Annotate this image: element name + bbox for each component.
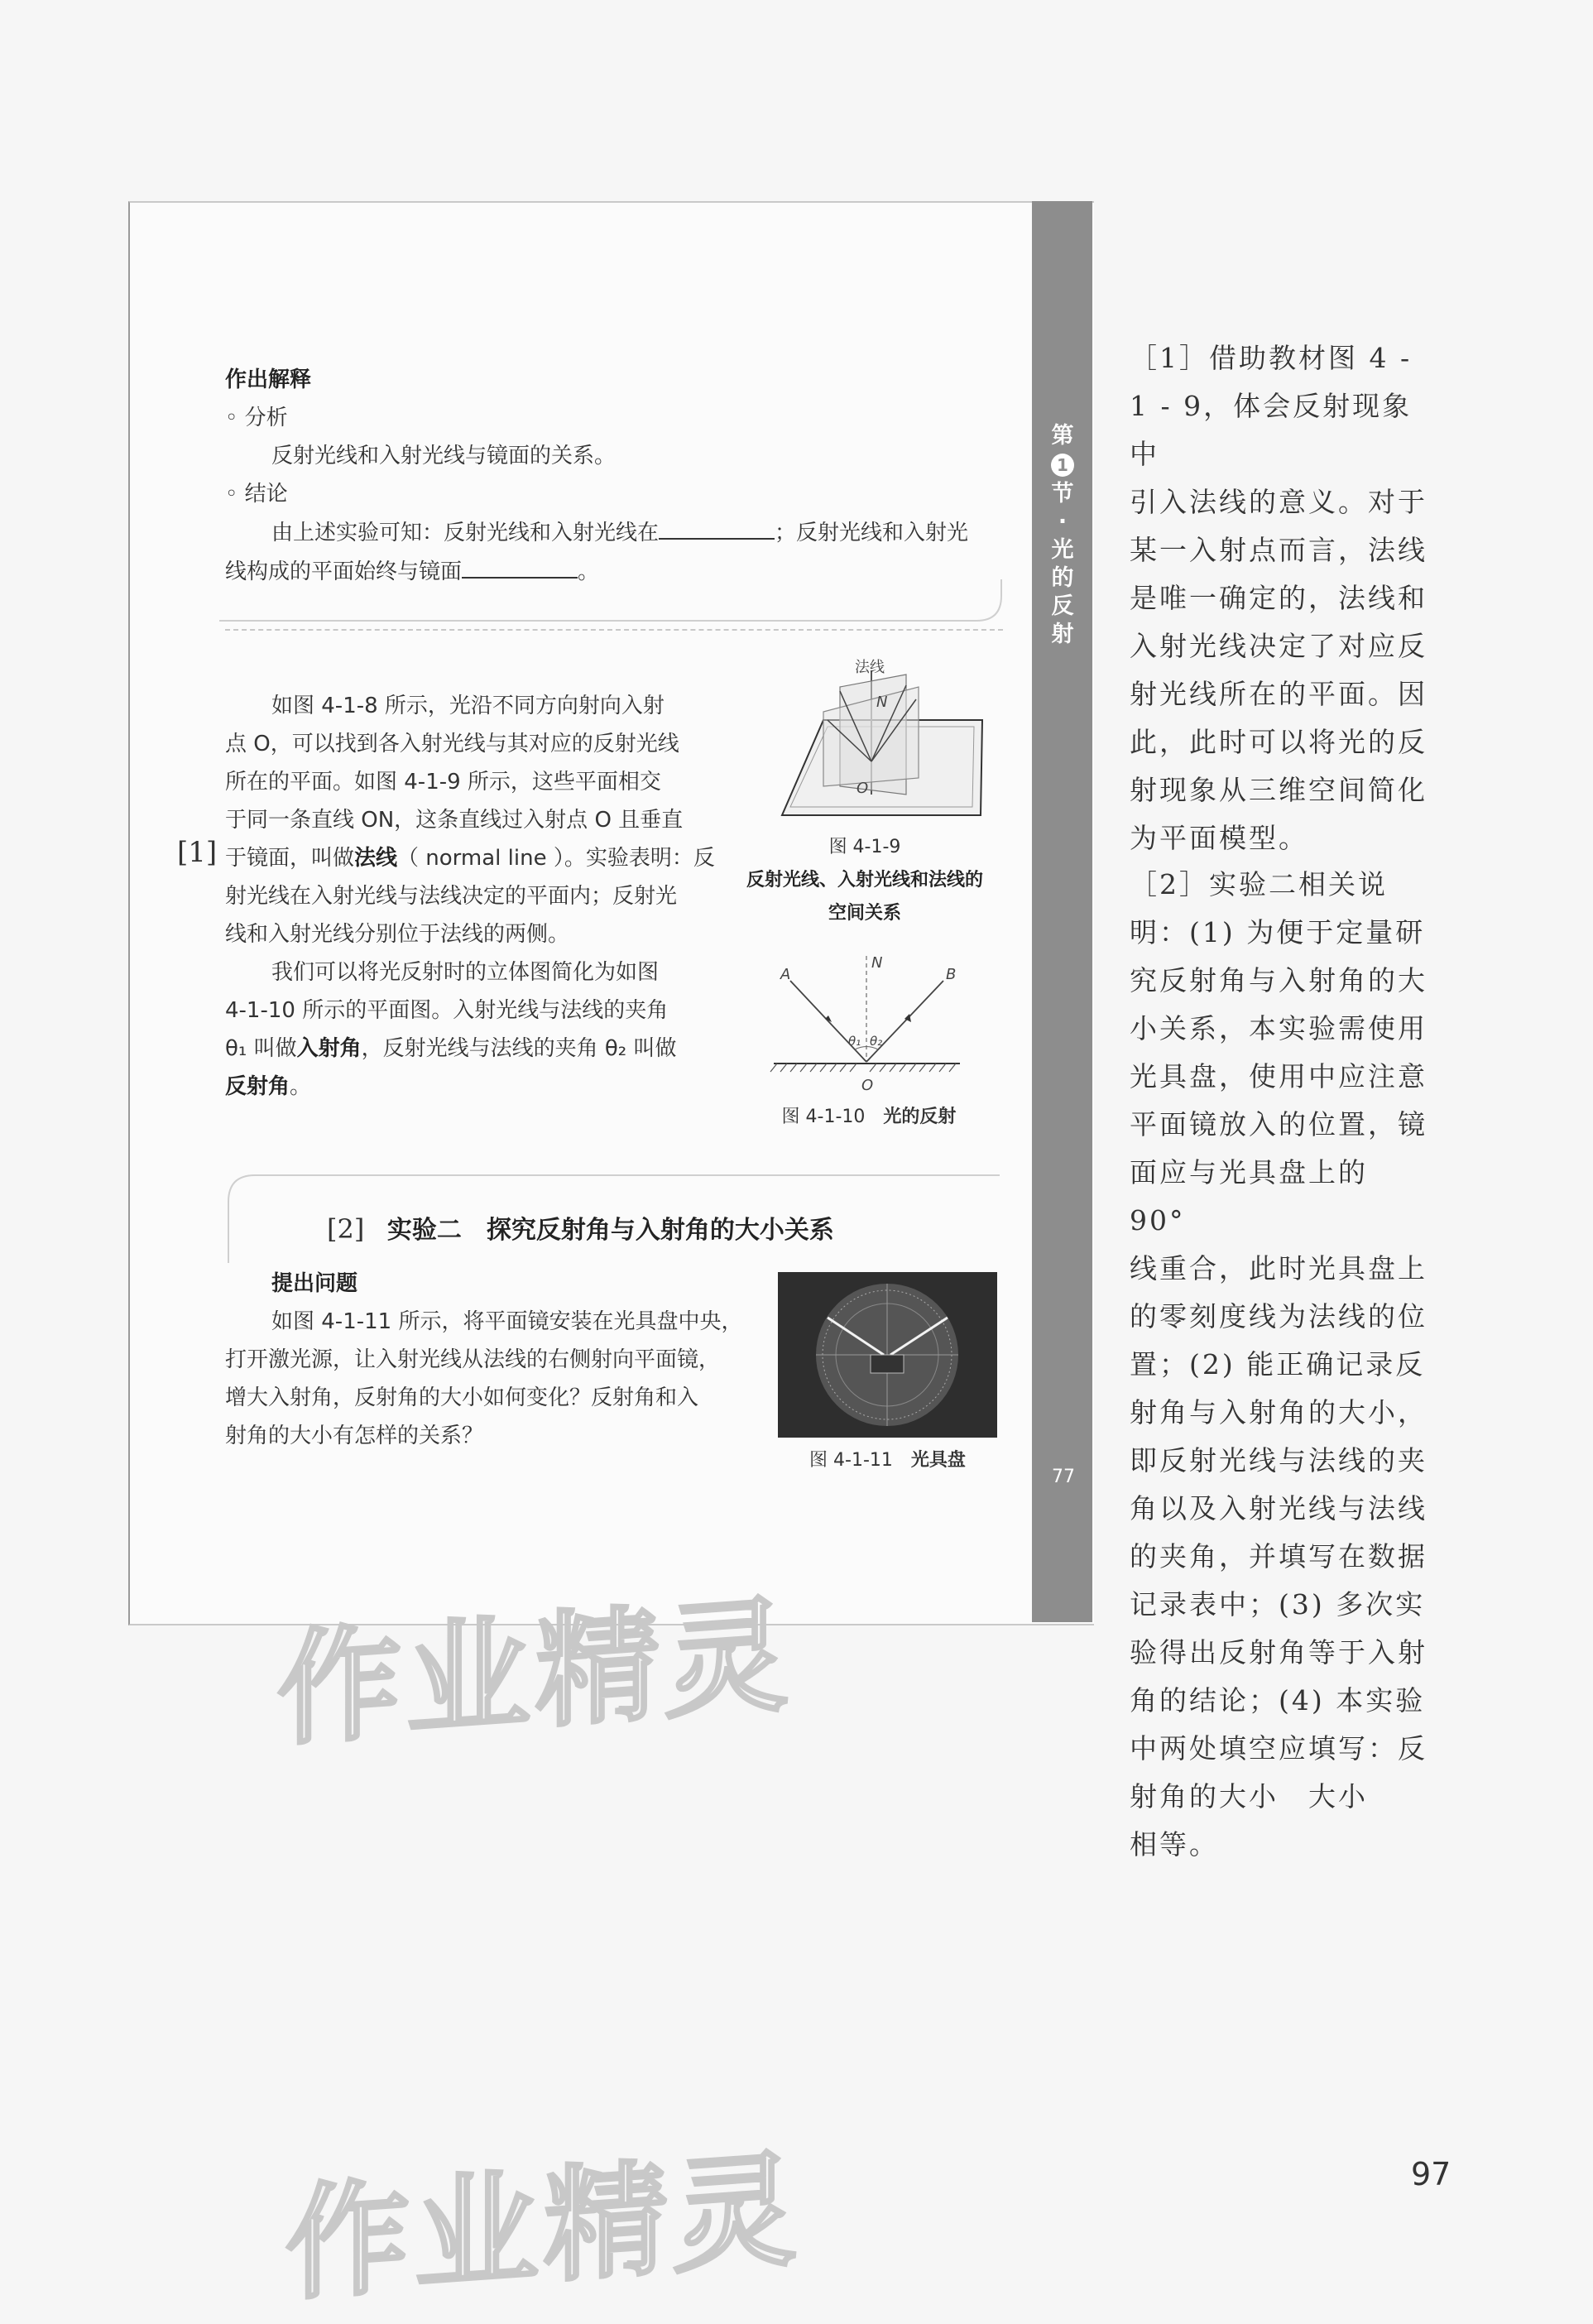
spine-label-top: 第 xyxy=(1051,423,1074,449)
term-normal: 法线 xyxy=(354,846,398,871)
note2-line: 的零刻度线为法线的位 xyxy=(1130,1300,1427,1332)
fig9-caption-1: 反射光线、入射光线和法线的 xyxy=(746,870,983,891)
conclusion-line1-b: ；反射光线和入射光 xyxy=(775,521,969,545)
fig10-number: 图 4-1-10 xyxy=(781,1107,866,1127)
inner-page-number: 77 xyxy=(1052,1467,1075,1487)
fig10-label-A: A xyxy=(780,966,791,983)
experiment-title-text: 实验二 探究反射角与入射角的大小关系 xyxy=(386,1216,834,1245)
note2-line: 即反射光线与法线的夹 xyxy=(1130,1444,1427,1477)
note2-line: 中两处填空应填写：反 xyxy=(1130,1732,1427,1765)
note2-line: 验得出反射角等于入射 xyxy=(1130,1636,1427,1669)
note2-line: 面应与光具盘上的 90° xyxy=(1130,1156,1368,1236)
fig9-number: 图 4-1-9 xyxy=(828,837,901,857)
spine-label xyxy=(1048,422,1077,649)
note1-line: 引入法线的意义。对于 xyxy=(1130,486,1427,518)
note1-line: 入射光线决定了对应反 xyxy=(1130,630,1427,662)
note2-line: 究反射角与入射角的大 xyxy=(1130,964,1427,996)
p1-text: 于镜面，叫做 xyxy=(225,846,355,871)
watermark-bottom: 作业精灵 xyxy=(285,2138,803,2318)
p1-text: （ normal line ）。实验表明：反 xyxy=(397,846,715,871)
question-line: 增大入射角，反射角的大小如何变化？反射角和入 xyxy=(225,1385,699,1410)
note2-line: 射角与入射角的大小， xyxy=(1130,1396,1427,1428)
note1-line: 射现象从三维空间简化 xyxy=(1130,774,1427,806)
fig10-label-theta2: θ₂ xyxy=(870,1034,883,1049)
note1-line: 射光线所在的平面。因 xyxy=(1130,678,1427,710)
p1-line xyxy=(225,839,738,877)
term-incidence-angle: 入射角 xyxy=(296,1036,362,1061)
fig10-label-O: O xyxy=(861,1077,874,1094)
fig9-label-O: O xyxy=(856,780,869,797)
note2-line: 平面镜放入的位置，镜 xyxy=(1130,1108,1427,1140)
note2-line: 置；(2) 能正确记录反 xyxy=(1130,1348,1426,1380)
ref-marker-1: [1] xyxy=(177,836,218,869)
p1-line: 所在的平面。如图 4-1-9 所示，这些平面相交 xyxy=(225,770,661,795)
fig9-normal-label: 法线 xyxy=(855,659,885,676)
conclusion-line2-b: 。 xyxy=(578,559,600,584)
figure-10-caption xyxy=(753,1101,985,1134)
note2-line: 角的结论；(4) 本实验 xyxy=(1130,1684,1426,1717)
note2-line: ［2］实验二相关说 xyxy=(1130,868,1388,900)
question-line: 射角的大小有怎样的关系？ xyxy=(225,1424,484,1448)
side-note-1 xyxy=(1130,334,1427,862)
watermark-top: 作业精灵 xyxy=(277,1583,794,1764)
section-divider xyxy=(225,629,1003,631)
note2-line: 光具盘，使用中应注意 xyxy=(1130,1060,1427,1092)
body-paragraph-1 xyxy=(225,687,738,1106)
p2-text: 。 xyxy=(290,1074,312,1099)
explain-frame xyxy=(219,579,1005,629)
question-line: 打开激光源，让入射光线从法线的右侧射向平面镜， xyxy=(225,1347,721,1372)
page-number: 97 xyxy=(1411,2156,1451,2192)
ref-marker-2: [2] xyxy=(327,1213,365,1245)
note1-line: 是唯一确定的，法线和 xyxy=(1130,582,1427,614)
p2-line xyxy=(225,1030,738,1068)
note2-line: 线重合，此时光具盘上 xyxy=(1130,1252,1427,1284)
fig10-caption: 光的反射 xyxy=(883,1107,957,1127)
figure-4-1-9 xyxy=(741,654,989,828)
explain-heading: 作出解释 xyxy=(225,367,312,392)
note2-line: 相等。 xyxy=(1130,1828,1219,1861)
p2-text: ，反射光线与法线的夹角 θ₂ 叫做 xyxy=(361,1036,677,1061)
figure-4-1-10 xyxy=(765,948,972,1097)
side-note-2 xyxy=(1130,861,1427,1869)
blank-1 xyxy=(659,513,775,540)
fig9-caption-2: 空间关系 xyxy=(828,903,901,924)
p2-line: 我们可以将光反射时的立体图简化为如图 xyxy=(271,960,660,985)
conclusion-line2-a: 线构成的平面始终与镜面 xyxy=(225,559,463,584)
analysis-label: ◦ 分析 xyxy=(225,406,288,430)
note2-line: 射角的大小 大小 xyxy=(1130,1780,1368,1813)
figure-4-1-11-photo xyxy=(778,1272,997,1438)
spine-label-bottom: 节·光的反射 xyxy=(1051,481,1074,647)
note1-line: 某一入射点而言，法线 xyxy=(1130,534,1427,566)
fig10-label-theta1: θ₁ xyxy=(848,1034,861,1049)
term-reflection-angle: 反射角 xyxy=(225,1074,290,1099)
p2-text: θ₁ 叫做 xyxy=(225,1036,297,1061)
explain-section xyxy=(225,361,1003,591)
conclusion-line1-a: 由上述实验可知：反射光线和入射光线在 xyxy=(271,521,660,545)
conclusion-line-1 xyxy=(271,513,1003,552)
note1-line: ［1］借助教材图 4 - xyxy=(1130,342,1413,374)
conclusion-label: ◦ 结论 xyxy=(225,482,288,507)
note1-line: 为平面模型。 xyxy=(1130,822,1308,854)
p1-line: 于同一条直线 ON，这条直线过入射点 O 且垂直 xyxy=(225,808,684,833)
question-line: 如图 4-1-11 所示，将平面镜安装在光具盘中央， xyxy=(271,1309,743,1334)
blank-2 xyxy=(462,552,578,579)
note2-line: 角以及入射光线与法线 xyxy=(1130,1492,1427,1525)
figure-11-caption xyxy=(778,1444,997,1477)
p2-line: 4-1-10 所示的平面图。入射光线与法线的夹角 xyxy=(225,998,669,1023)
fig10-label-B: B xyxy=(946,966,957,983)
note1-line: 此，此时可以将光的反 xyxy=(1130,726,1427,758)
fig9-label-N: N xyxy=(876,694,888,711)
p1-line: 如图 4-1-8 所示，光沿不同方向射向入射 xyxy=(271,694,665,718)
p1-line: 线和入射光线分别位于法线的两侧。 xyxy=(225,922,570,947)
question-section xyxy=(225,1265,755,1455)
chapter-number-badge: 1 xyxy=(1051,454,1074,477)
question-heading: 提出问题 xyxy=(271,1271,358,1296)
note2-line: 小关系，本实验需使用 xyxy=(1130,1012,1427,1044)
note2-line: 明：(1) 为便于定量研 xyxy=(1130,916,1426,948)
note2-line: 的夹角，并填写在数据 xyxy=(1130,1540,1427,1573)
note1-line: 1 - 9，体会反射现象中 xyxy=(1130,390,1413,470)
analysis-text: 反射光线和入射光线与镜面的关系。 xyxy=(271,444,617,468)
experiment-title xyxy=(327,1210,834,1250)
figure-9-caption xyxy=(728,831,1001,930)
fig11-number: 图 4-1-11 xyxy=(809,1450,893,1471)
p2-line xyxy=(225,1068,738,1106)
p1-line: 射光线在入射光线与法线决定的平面内；反射光 xyxy=(225,884,678,909)
note2-line: 记录表中；(3) 多次实 xyxy=(1130,1588,1426,1621)
fig11-caption: 光具盘 xyxy=(910,1450,966,1471)
chapter-spine xyxy=(1032,201,1092,1622)
p1-line: 点 O，可以找到各入射光线与其对应的反射光线 xyxy=(225,732,679,756)
fig10-label-N: N xyxy=(871,954,883,972)
